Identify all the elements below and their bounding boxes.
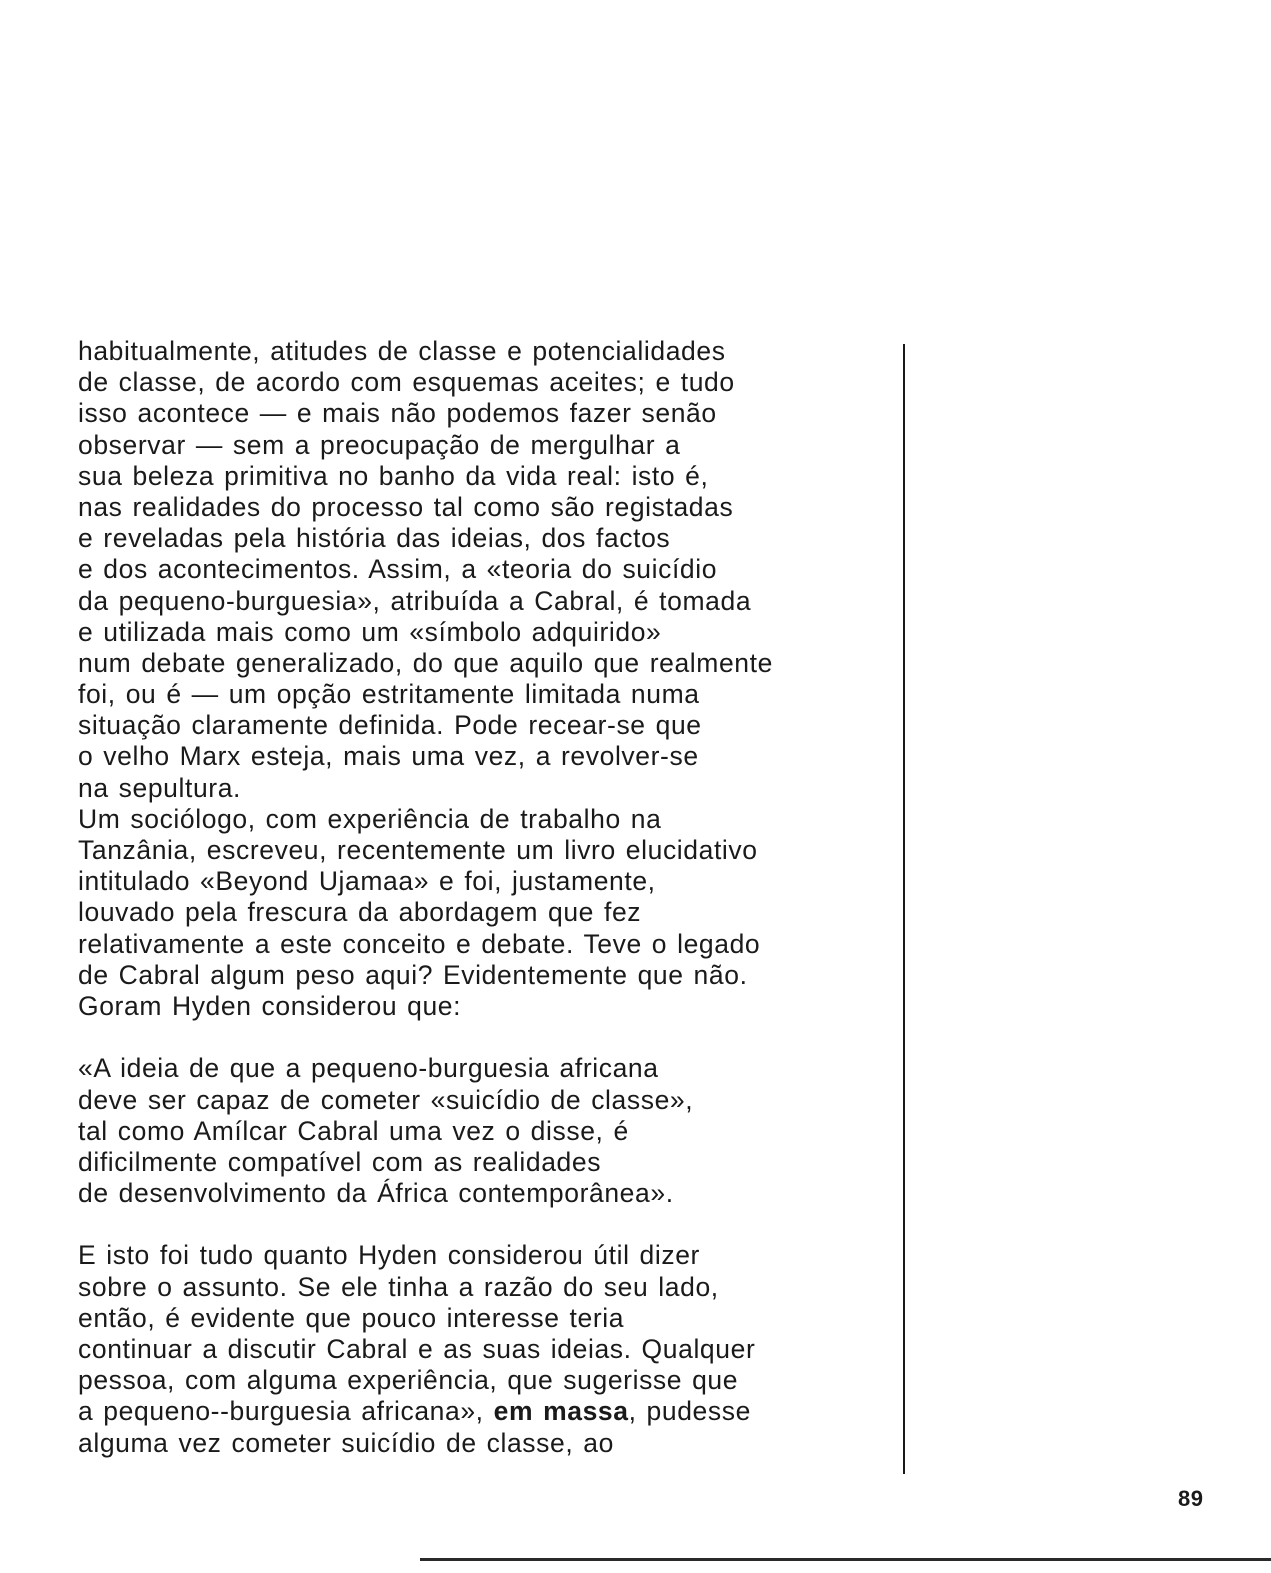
page-number: 89 <box>1178 1486 1204 1511</box>
paragraph-gap <box>78 1209 893 1240</box>
text-line: num debate generalizado, do que aquilo que realmente <box>78 647 773 678</box>
text-line: habitualmente, atitudes de classe e potencialidades <box>78 336 726 366</box>
text-line: e dos acontecimentos. Assim, a «teoria do suicídio <box>78 554 718 585</box>
paragraph-closing <box>78 1240 893 1458</box>
text-line: sobre o assunto. Se ele tinha a razão do seu lado, <box>78 1271 719 1302</box>
text-line: observar — sem a preocupação de mergulhar a <box>78 429 681 460</box>
text-line: relativamente a este conceito e debate. Teve o legado <box>78 928 761 959</box>
quote-line: dificilmente compatível com as realidades <box>78 1146 602 1177</box>
text-line: pessoa, com alguma experiência, que sugerisse que <box>78 1365 739 1396</box>
text-line: o velho Marx esteja, mais uma vez, a revolver-se <box>78 741 699 772</box>
text-line: de Cabral algum peso aqui? Evidentemente que não. <box>78 959 748 990</box>
emphasis-bold-text: em massa <box>493 1396 629 1427</box>
text-line: e reveladas pela história das ideias, dos factos <box>78 523 671 554</box>
emphasis-before: a pequeno--burguesia africana», <box>78 1396 494 1427</box>
text-line: intitulado «Beyond Ujamaa» e foi, justamente, <box>78 866 656 897</box>
text-line: sua beleza primitiva no banho da vida real: isto é, <box>78 460 709 491</box>
block-quote <box>78 1053 893 1209</box>
paragraph-main <box>78 336 893 1022</box>
text-line: situação claramente definida. Pode recear-se que <box>78 710 702 741</box>
text-line: na sepultura. <box>78 772 242 803</box>
scan-bottom-edge <box>420 1558 1271 1561</box>
text-line: isso acontece — e mais não podemos fazer senão <box>78 398 717 429</box>
text-line: alguma vez cometer suicídio de classe, ao <box>78 1427 614 1458</box>
emphasis-after: , pudesse <box>628 1396 751 1427</box>
text-line: Tanzânia, escreveu, recentemente um livro elucidativo <box>78 835 758 865</box>
body-text <box>78 336 893 1459</box>
text-line: E isto foi tudo quanto Hyden considerou útil dizer <box>78 1240 700 1271</box>
text-line: foi, ou é — um opção estritamente limitada numa <box>78 679 700 710</box>
quote-line: «A ideia de que a pequeno-burguesia africana <box>78 1053 659 1084</box>
text-line-emphasis <box>78 1396 893 1427</box>
paragraph-gap <box>78 1022 893 1053</box>
text-line: louvado pela frescura da abordagem que fez <box>78 897 642 928</box>
text-line: continuar a discutir Cabral e as suas ideias. Qualquer <box>78 1334 756 1364</box>
vertical-margin-rule <box>903 344 905 1474</box>
quote-line: deve ser capaz de cometer «suicídio de classe», <box>78 1084 694 1115</box>
text-line: Goram Hyden considerou que: <box>78 990 462 1021</box>
text-line: nas realidades do processo tal como são registadas <box>78 491 734 522</box>
quote-line: de desenvolvimento da África contemporânea». <box>78 1178 674 1209</box>
quote-line: tal como Amílcar Cabral uma vez o disse, é <box>78 1115 629 1146</box>
text-line: Um sociólogo, com experiência de trabalho na <box>78 803 662 834</box>
text-line: e utilizada mais como um «símbolo adquirido» <box>78 616 662 647</box>
text-line: então, é evidente que pouco interesse teria <box>78 1302 625 1333</box>
text-line: de classe, de acordo com esquemas aceites; e tudo <box>78 367 735 398</box>
text-line: da pequeno-burguesia», atribuída a Cabral, é tomada <box>78 585 752 616</box>
